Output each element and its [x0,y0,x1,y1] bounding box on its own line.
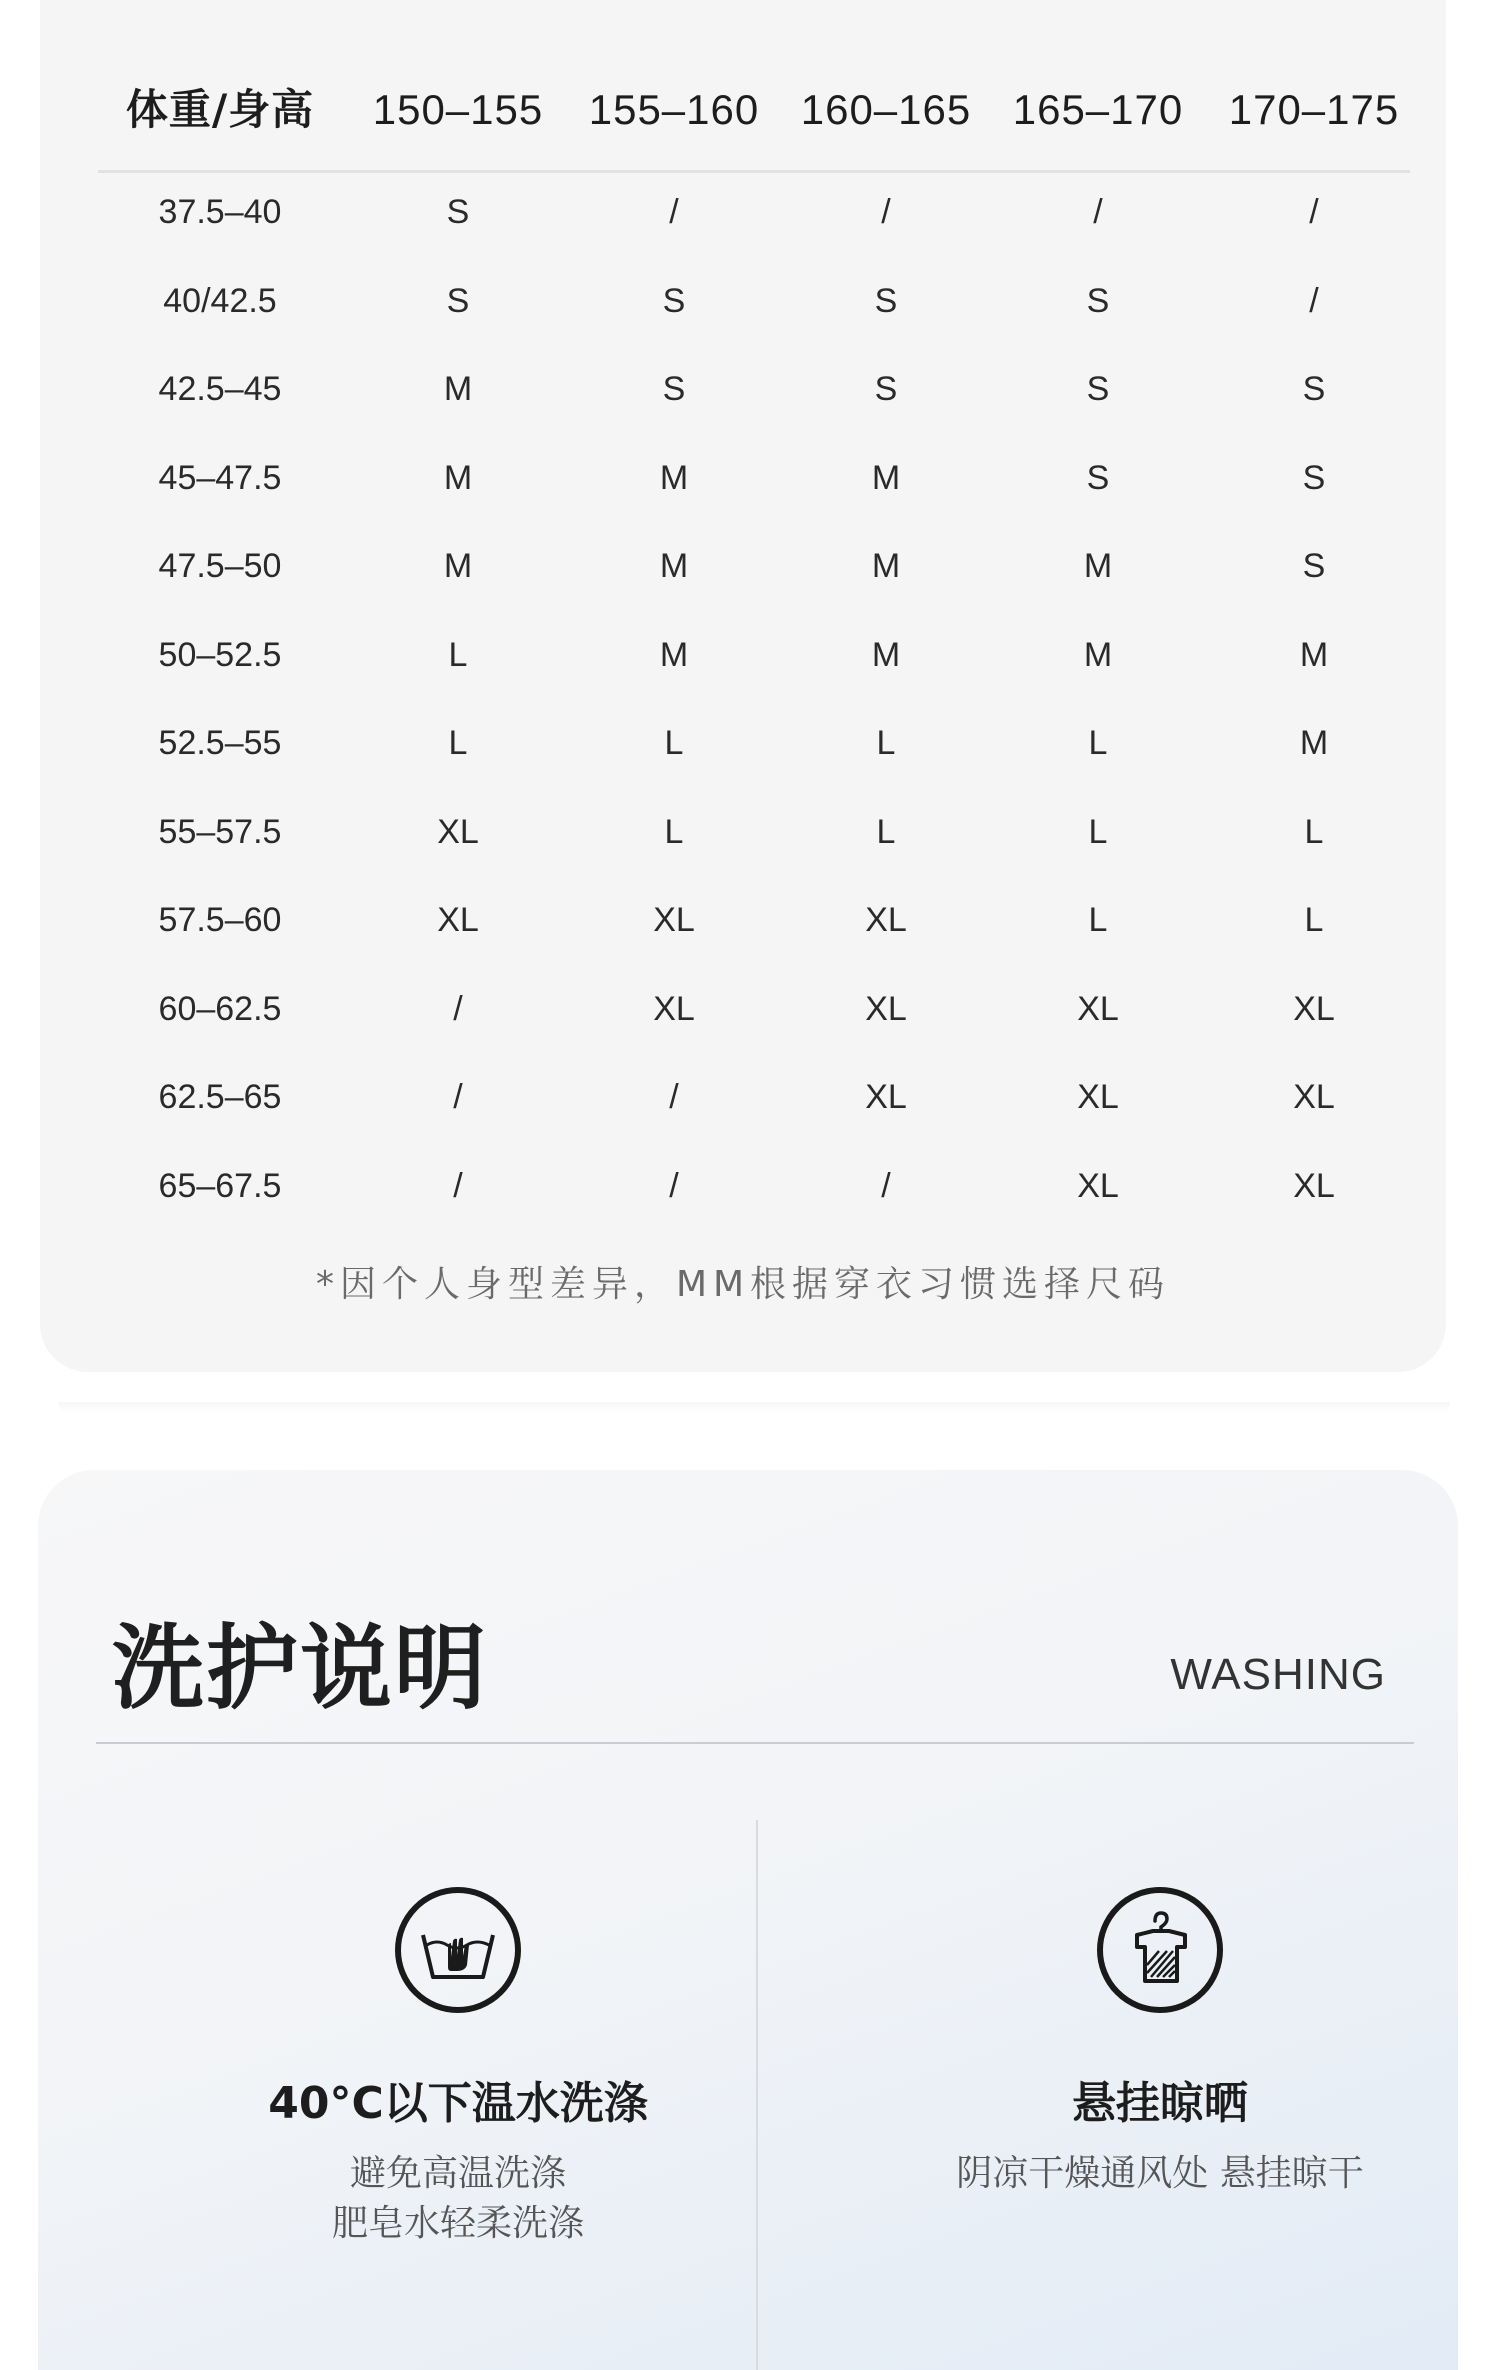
weight-cell: 62.5–65 [158,1078,282,1116]
size-cell: M [443,547,473,585]
header-divider [98,170,1410,173]
weight-cell: 42.5–45 [158,370,282,408]
table-row [40,1067,1446,1127]
size-cell: / [881,193,891,231]
size-cell: / [669,1078,679,1116]
size-cell: XL [865,1078,907,1116]
size-cell: XL [1077,990,1119,1028]
size-cell: S [874,282,898,320]
weight-cell: 37.5–40 [158,193,282,231]
washing-divider [96,1742,1414,1744]
care-title-hang: 悬挂晾晒 [1072,2078,1248,2129]
size-cell: / [453,990,463,1028]
size-cell: M [1299,636,1329,674]
weight-cell: 65–67.5 [158,1167,282,1205]
table-header-row [40,80,1446,140]
size-cell: S [1302,370,1326,408]
size-cell: / [669,1167,679,1205]
size-cell: S [662,370,686,408]
column-divider [756,1820,758,2370]
weight-cell: 47.5–50 [158,547,282,585]
size-cell: L [1304,813,1324,851]
size-cell: L [1088,901,1108,939]
table-row [40,713,1446,773]
height-header-cell: 160–165 [800,86,972,133]
care-desc-line: 肥皂水轻柔洗涤 [331,2203,584,2244]
height-header-cell: 170–175 [1228,86,1400,133]
washing-subtitle: WASHING [1170,1650,1386,1699]
care-desc-line: 阴凉干燥通风处 悬挂晾干 [956,2153,1364,2194]
size-cell: M [659,547,689,585]
header-label: 体重/身高 [125,85,315,134]
table-row [40,979,1446,1039]
washing-card [38,1470,1458,2370]
size-cell: M [1083,636,1113,674]
size-cell: XL [437,901,479,939]
size-cell: M [871,459,901,497]
size-cell: L [448,724,468,762]
size-cell: / [669,193,679,231]
hang-dry-icon [1095,1885,1225,2015]
care-item-wash [178,1885,738,2249]
care-desc-wash [178,2149,738,2249]
size-cell: S [662,282,686,320]
size-cell: S [446,193,470,231]
weight-cell: 40/42.5 [163,282,277,320]
care-title-wash: 40°C以下温水洗涤 [268,2078,648,2129]
care-desc-line: 避免高温洗涤 [349,2153,566,2194]
size-cell: XL [1293,1078,1335,1116]
size-cell: XL [1293,990,1335,1028]
size-cell: XL [865,990,907,1028]
height-header-cell: 150–155 [372,86,544,133]
size-cell: XL [1293,1167,1335,1205]
size-cell: / [453,1078,463,1116]
size-cell: S [1086,282,1110,320]
size-cell: L [664,724,684,762]
size-cell: L [1088,724,1108,762]
size-cell: L [664,813,684,851]
size-cell: / [1093,193,1103,231]
size-chart-card [40,0,1446,1372]
size-cell: L [1088,813,1108,851]
size-cell: XL [865,901,907,939]
care-item-hang [880,1885,1440,2199]
weight-cell: 60–62.5 [158,990,282,1028]
table-row [40,448,1446,508]
weight-cell: 45–47.5 [158,459,282,497]
size-cell: S [1086,370,1110,408]
size-cell: XL [653,990,695,1028]
size-cell: M [871,547,901,585]
size-cell: L [876,724,896,762]
card-shadow-divider [58,1402,1450,1414]
size-cell: S [1302,547,1326,585]
size-cell: XL [1077,1078,1119,1116]
table-row [40,182,1446,242]
weight-cell: 50–52.5 [158,636,282,674]
weight-cell: 52.5–55 [158,724,282,762]
table-row [40,359,1446,419]
table-row [40,802,1446,862]
size-cell: S [1086,459,1110,497]
size-cell: M [1083,547,1113,585]
wash-basin-icon [393,1885,523,2015]
size-cell: S [874,370,898,408]
washing-title: 洗护说明 [112,1615,489,1722]
size-cell: M [1299,724,1329,762]
size-cell: M [659,459,689,497]
size-cell: / [1309,282,1319,320]
size-cell: S [446,282,470,320]
size-cell: / [881,1167,891,1205]
table-row [40,536,1446,596]
size-cell: L [1304,901,1324,939]
size-cell: L [448,636,468,674]
table-row [40,625,1446,685]
size-cell: S [1302,459,1326,497]
table-row [40,1156,1446,1216]
weight-cell: 55–57.5 [158,813,282,851]
size-cell: XL [1077,1167,1119,1205]
height-header-cell: 165–170 [1012,86,1184,133]
care-desc-hang [880,2149,1440,2199]
height-header-cell: 155–160 [588,86,760,133]
size-cell: M [443,459,473,497]
size-cell: XL [653,901,695,939]
size-cell: XL [437,813,479,851]
size-cell: M [871,636,901,674]
size-cell: M [443,370,473,408]
size-cell: M [659,636,689,674]
size-cell: / [453,1167,463,1205]
size-cell: / [1309,193,1319,231]
weight-cell: 57.5–60 [158,901,282,939]
table-row [40,890,1446,950]
table-row [40,271,1446,331]
size-chart-note: *因个人身型差异，MM根据穿衣习惯选择尺码 [315,1264,1171,1305]
size-cell: L [876,813,896,851]
